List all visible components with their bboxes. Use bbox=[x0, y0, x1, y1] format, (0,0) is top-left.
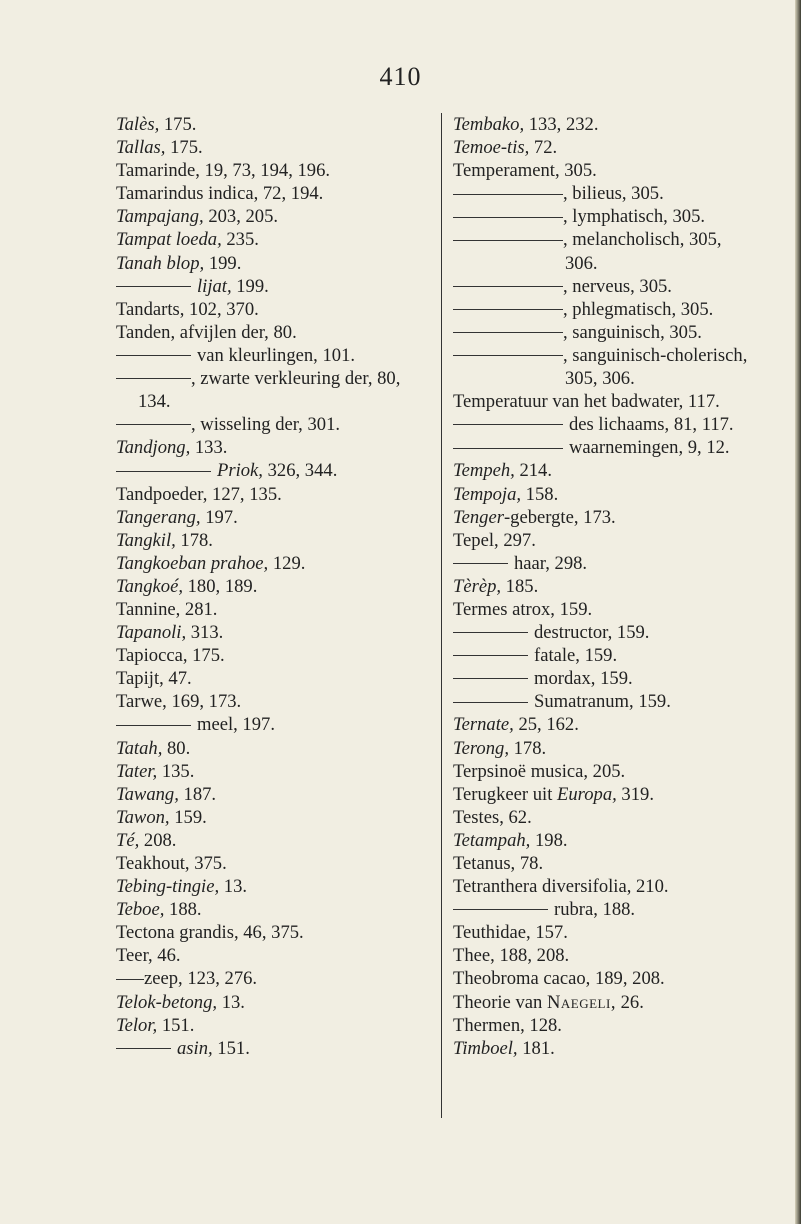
index-entry bbox=[453, 713, 798, 736]
index-entry bbox=[453, 829, 798, 852]
index-entry bbox=[116, 737, 432, 760]
repeat-dash bbox=[453, 309, 563, 310]
index-refs: Tapijt, 47. bbox=[116, 668, 192, 690]
index-refs: Tamarinde, 19, 73, 194, 196. bbox=[116, 160, 331, 182]
index-entry bbox=[116, 113, 432, 136]
index-entry bbox=[116, 436, 432, 459]
index-refs: , phlegmatisch, 305. bbox=[563, 298, 714, 320]
index-refs: Tamarindus indica, 72, 194. bbox=[116, 183, 324, 205]
index-entry bbox=[116, 159, 432, 182]
index-term: Tempoja, bbox=[453, 483, 522, 505]
index-refs: 26. bbox=[615, 991, 644, 1013]
index-refs: 208. bbox=[139, 829, 177, 851]
index-entry bbox=[453, 783, 798, 806]
index-entry bbox=[116, 228, 432, 251]
index-entry bbox=[453, 252, 798, 275]
repeat-dash bbox=[116, 1048, 171, 1049]
index-entry bbox=[116, 1037, 432, 1060]
index-entry bbox=[116, 390, 432, 413]
index-refs: , lymphatisch, 305. bbox=[563, 206, 706, 228]
index-refs: 180, 189. bbox=[182, 575, 258, 597]
index-entry bbox=[453, 390, 798, 413]
index-refs: Tarwe, 169, 173. bbox=[116, 691, 242, 713]
index-entry bbox=[116, 298, 432, 321]
index-entry bbox=[116, 136, 432, 159]
index-entry bbox=[453, 737, 798, 760]
index-entry bbox=[116, 829, 432, 852]
index-refs: Tepel, 297. bbox=[453, 529, 536, 551]
repeat-dash bbox=[116, 979, 144, 980]
index-entry bbox=[116, 852, 432, 875]
index-term: Timboel, bbox=[453, 1037, 518, 1059]
repeat-dash bbox=[453, 194, 563, 195]
index-refs: 13. bbox=[217, 991, 245, 1013]
index-refs: , wisseling der, 301. bbox=[191, 414, 341, 436]
index-entry bbox=[116, 483, 432, 506]
index-refs: 72. bbox=[529, 137, 558, 159]
index-refs: -gebergte, 173. bbox=[503, 506, 616, 528]
index-refs: Teakhout, 375. bbox=[116, 853, 227, 874]
index-refs: 313. bbox=[186, 622, 224, 644]
index-entry bbox=[116, 598, 432, 621]
index-refs: 319. bbox=[616, 783, 654, 805]
index-refs: 178. bbox=[175, 529, 213, 551]
index-refs: , melancholisch, 305, bbox=[563, 229, 722, 251]
index-entry bbox=[453, 344, 798, 367]
index-entry bbox=[116, 921, 432, 944]
index-refs: 185. bbox=[501, 575, 539, 597]
index-refs: Teer, 46. bbox=[116, 945, 181, 967]
index-refs: , sanguinisch, 305. bbox=[563, 321, 702, 343]
index-refs: 199. bbox=[204, 252, 242, 274]
column-divider bbox=[441, 113, 442, 1118]
index-refs: 151. bbox=[212, 1037, 250, 1059]
index-entry bbox=[116, 806, 432, 829]
index-entry bbox=[453, 760, 798, 783]
index-term: Ternate, bbox=[453, 714, 514, 736]
index-refs: Terpsinoë musica, 205. bbox=[453, 760, 626, 782]
index-refs: 175. bbox=[165, 137, 203, 159]
index-refs: Tandpoeder, 127, 135. bbox=[116, 483, 282, 505]
repeat-dash bbox=[116, 725, 191, 726]
index-term: Tangkoeban prahoe, bbox=[116, 552, 269, 574]
index-refs: Tetranthera diversifolia, 210. bbox=[453, 876, 669, 898]
repeat-dash bbox=[116, 378, 191, 379]
index-refs: 305, 306. bbox=[565, 368, 635, 390]
index-refs: 25, 162. bbox=[513, 714, 579, 736]
repeat-dash bbox=[116, 471, 211, 472]
index-refs: Tetanus, 78. bbox=[453, 853, 544, 874]
index-entry bbox=[116, 667, 432, 690]
index-term: Telok-betong, bbox=[116, 991, 218, 1013]
index-refs: 181. bbox=[517, 1037, 555, 1059]
index-refs: , nerveus, 305. bbox=[563, 275, 672, 297]
index-term: Tandjong, bbox=[116, 437, 191, 459]
index-entry bbox=[453, 991, 798, 1014]
index-term: Tèrèp, bbox=[453, 575, 502, 597]
index-refs: 199. bbox=[231, 275, 269, 297]
index-entry bbox=[453, 552, 798, 575]
index-refs: 198. bbox=[530, 829, 568, 851]
index-entry bbox=[453, 436, 798, 459]
index-entry bbox=[453, 875, 798, 898]
index-entry bbox=[453, 182, 798, 205]
index-term: Tawang, bbox=[116, 783, 179, 805]
index-entry bbox=[116, 506, 432, 529]
index-entry bbox=[453, 275, 798, 298]
repeat-dash bbox=[453, 240, 563, 241]
index-refs: Sumatranum, 159. bbox=[534, 691, 671, 713]
index-entry bbox=[453, 921, 798, 944]
index-entry bbox=[116, 459, 432, 482]
index-term: Tater, bbox=[116, 760, 158, 782]
index-term: Tembako, bbox=[453, 114, 525, 135]
repeat-dash bbox=[453, 286, 563, 287]
index-entry bbox=[453, 967, 798, 990]
index-refs: Terugkeer uit bbox=[453, 783, 558, 805]
index-entry bbox=[453, 598, 798, 621]
index-entry bbox=[116, 321, 432, 344]
repeat-dash bbox=[453, 702, 528, 703]
index-refs: Thermen, 128. bbox=[453, 1014, 562, 1036]
index-entry bbox=[453, 944, 798, 967]
index-refs: haar, 298. bbox=[514, 552, 588, 574]
index-term: Tampat loeda, bbox=[116, 229, 222, 251]
index-entry bbox=[453, 644, 798, 667]
index-refs: 129. bbox=[268, 552, 306, 574]
index-refs: 135. bbox=[157, 760, 195, 782]
index-refs: 133. bbox=[190, 437, 228, 459]
index-refs: 159. bbox=[169, 806, 207, 828]
index-term: Tapanoli, bbox=[116, 622, 187, 644]
repeat-dash bbox=[453, 909, 548, 910]
index-refs: 134. bbox=[138, 391, 171, 413]
index-refs: , sanguinisch-cholerisch, bbox=[563, 344, 748, 366]
index-term: Telor, bbox=[116, 1014, 158, 1036]
index-term: Priok, bbox=[217, 460, 263, 482]
index-refs: , bilieus, 305. bbox=[563, 183, 664, 205]
index-entry bbox=[116, 760, 432, 783]
index-entry bbox=[453, 298, 798, 321]
index-term: Europa, bbox=[557, 783, 617, 805]
index-term: Tangkil, bbox=[116, 529, 176, 551]
index-entry bbox=[453, 367, 798, 390]
index-entry bbox=[116, 713, 432, 736]
index-entry bbox=[453, 321, 798, 344]
index-term: Tawon, bbox=[116, 806, 170, 828]
page-edge-shadow bbox=[795, 0, 801, 1224]
index-refs: mordax, 159. bbox=[534, 668, 633, 690]
index-term: asin, bbox=[177, 1037, 213, 1059]
index-entry bbox=[116, 344, 432, 367]
index-term: Naegeli, bbox=[546, 991, 616, 1013]
index-term: Temoe-tis, bbox=[453, 137, 530, 159]
index-refs: 133, 232. bbox=[524, 114, 599, 135]
index-refs: Tectona grandis, 46, 375. bbox=[116, 922, 304, 944]
index-column-right bbox=[453, 113, 798, 1060]
index-refs: Thee, 188, 208. bbox=[453, 945, 570, 967]
index-refs: 235. bbox=[221, 229, 259, 251]
index-refs: 80. bbox=[162, 737, 191, 759]
index-refs: Temperatuur van het badwater, 117. bbox=[453, 391, 720, 413]
index-entry bbox=[116, 275, 432, 298]
index-entry bbox=[453, 1014, 798, 1037]
index-entry bbox=[453, 667, 798, 690]
index-refs: Theobroma cacao, 189, 208. bbox=[453, 968, 665, 990]
repeat-dash bbox=[453, 448, 563, 449]
index-column-left bbox=[116, 113, 432, 1060]
index-entry bbox=[116, 783, 432, 806]
index-term: Tetampah, bbox=[453, 829, 531, 851]
index-entry bbox=[116, 621, 432, 644]
index-entry bbox=[453, 136, 798, 159]
index-entry bbox=[453, 529, 798, 552]
index-refs: , zwarte verkleuring der, 80, bbox=[191, 368, 401, 390]
index-refs: des lichaams, 81, 117. bbox=[569, 414, 734, 436]
repeat-dash bbox=[453, 563, 508, 564]
index-refs: waarnemingen, 9, 12. bbox=[569, 437, 730, 459]
repeat-dash bbox=[116, 424, 191, 425]
index-term: Tanah blop, bbox=[116, 252, 205, 274]
index-entry bbox=[453, 898, 798, 921]
index-refs: Testes, 62. bbox=[453, 806, 532, 828]
repeat-dash bbox=[453, 355, 563, 356]
index-refs: 188. bbox=[164, 899, 202, 921]
index-entry bbox=[453, 575, 798, 598]
index-entry bbox=[116, 1014, 432, 1037]
index-refs: fatale, 159. bbox=[534, 645, 618, 667]
index-entry bbox=[453, 205, 798, 228]
index-refs: 203, 205. bbox=[203, 206, 279, 228]
index-refs: 175. bbox=[159, 114, 197, 135]
index-entry bbox=[453, 483, 798, 506]
index-refs: 306. bbox=[565, 252, 598, 274]
index-term: Tallas, bbox=[116, 137, 166, 159]
index-entry bbox=[116, 690, 432, 713]
index-refs: Tannine, 281. bbox=[116, 598, 218, 620]
index-entry bbox=[116, 944, 432, 967]
index-entry bbox=[116, 367, 432, 390]
index-entry bbox=[116, 991, 432, 1014]
index-entry bbox=[116, 252, 432, 275]
index-entry bbox=[116, 875, 432, 898]
index-entry bbox=[453, 621, 798, 644]
index-term: Tampajang, bbox=[116, 206, 204, 228]
index-entry bbox=[453, 506, 798, 529]
index-entry bbox=[453, 852, 798, 875]
index-refs: Temperament, 305. bbox=[453, 160, 597, 182]
index-entry bbox=[116, 898, 432, 921]
index-entry bbox=[116, 575, 432, 598]
repeat-dash bbox=[453, 655, 528, 656]
repeat-dash bbox=[453, 632, 528, 633]
repeat-dash bbox=[453, 678, 528, 679]
index-entry bbox=[116, 205, 432, 228]
index-refs: Tapiocca, 175. bbox=[116, 645, 225, 667]
index-entry bbox=[453, 413, 798, 436]
index-refs: 187. bbox=[178, 783, 217, 805]
repeat-dash bbox=[453, 332, 563, 333]
repeat-dash bbox=[453, 217, 563, 218]
index-refs: van kleurlingen, 101. bbox=[197, 344, 356, 366]
index-refs: 326, 344. bbox=[262, 460, 338, 482]
index-term: Tangkoé, bbox=[116, 575, 183, 597]
index-entry bbox=[453, 806, 798, 829]
index-refs: 214. bbox=[514, 460, 552, 482]
index-entry bbox=[116, 552, 432, 575]
repeat-dash bbox=[116, 355, 191, 356]
index-entry bbox=[453, 228, 798, 251]
index-refs: Tanden, afvijlen der, 80. bbox=[116, 321, 297, 343]
index-term: Teboe, bbox=[116, 899, 165, 921]
index-term: Té, bbox=[116, 829, 140, 851]
index-entry bbox=[116, 644, 432, 667]
index-refs: Termes atrox, 159. bbox=[453, 598, 593, 620]
index-term: Tenger bbox=[453, 506, 504, 528]
index-entry bbox=[453, 1037, 798, 1060]
index-term: Tangerang, bbox=[116, 506, 201, 528]
index-term: Tebing-tingie, bbox=[116, 876, 220, 898]
index-refs: 158. bbox=[521, 483, 559, 505]
index-entry bbox=[116, 529, 432, 552]
index-refs: Tandarts, 102, 370. bbox=[116, 298, 259, 320]
index-refs: 13. bbox=[219, 876, 248, 898]
index-refs: destructor, 159. bbox=[534, 622, 650, 644]
index-entry bbox=[453, 113, 798, 136]
index-refs: meel, 197. bbox=[197, 714, 275, 736]
index-entry bbox=[116, 967, 432, 990]
index-term: Talès, bbox=[116, 114, 160, 135]
index-entry bbox=[453, 459, 798, 482]
index-refs: zeep, 123, 276. bbox=[144, 968, 258, 990]
index-term: Tempeh, bbox=[453, 460, 515, 482]
index-entry bbox=[453, 159, 798, 182]
repeat-dash bbox=[453, 424, 563, 425]
index-refs: 151. bbox=[157, 1014, 195, 1036]
repeat-dash bbox=[116, 286, 191, 287]
index-entry bbox=[116, 182, 432, 205]
index-refs: Theorie van bbox=[453, 991, 547, 1013]
index-refs: Teuthidae, 157. bbox=[453, 922, 568, 944]
page-number: 410 bbox=[379, 62, 422, 91]
index-term: Terong, bbox=[453, 737, 509, 759]
index-term: lijat, bbox=[197, 275, 232, 297]
index-entry bbox=[453, 690, 798, 713]
index-refs: rubra, 188. bbox=[554, 899, 636, 921]
index-refs: 178. bbox=[508, 737, 547, 759]
index-entry bbox=[116, 413, 432, 436]
index-refs: 197. bbox=[200, 506, 238, 528]
index-term: Tatah, bbox=[116, 737, 163, 759]
